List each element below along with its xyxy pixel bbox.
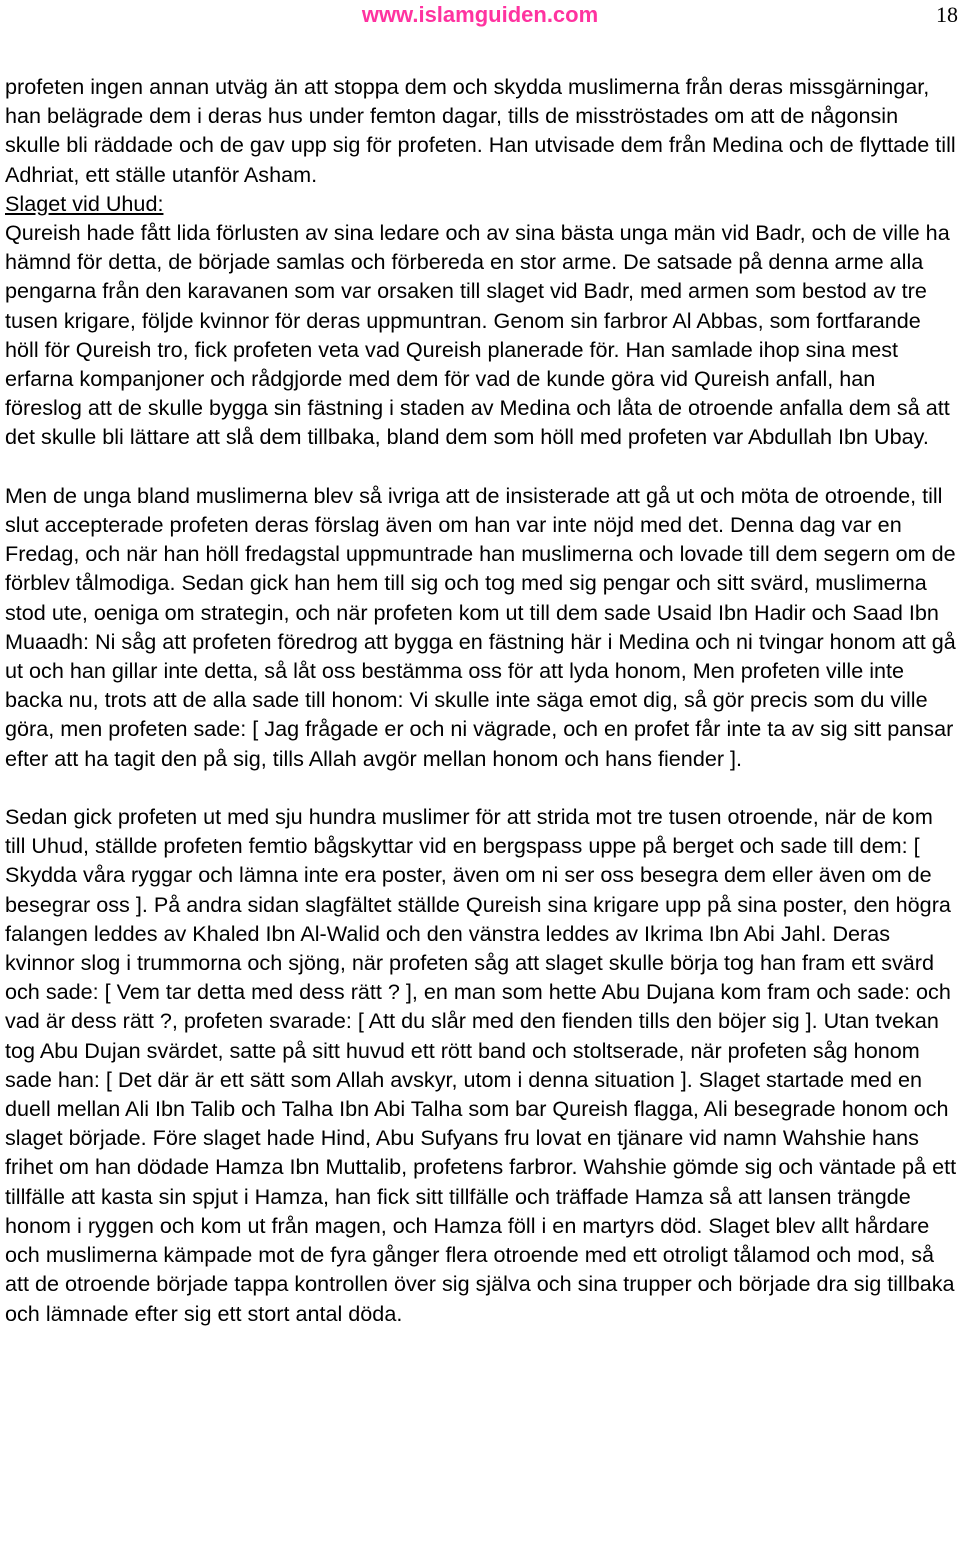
page-number: 18 <box>936 2 958 27</box>
paragraph-2: Qureish hade fått lida förlusten av sina ledare och av sina bästa unga män vid Badr, och de ville ha hämnd för detta, de började samlas och förbereda en stor arme. De satsade på denna arme alla pengarna från den karavanen som var orsaken till slaget vid Badr, med armen som bestod av tre tusen krigare, följde kvinnor för deras uppmuntran. Genom sin farbror Al Abbas, som fortfarande höll för Qureish tro, fick profeten veta vad Qureish planerade för. Han samlade ihop sina mest erfarna kompanjoner och rådgjorde med dem för vad de kunde göra vid Qureish anfall, han föreslog att de skulle bygga sin fästning i staden av Medina och låta de otroende anfalla dem så att det skulle bli lättare att slå dem tillbaka, bland dem som höll med profeten var Abdullah Ibn Ubay. <box>5 220 950 450</box>
document-body <box>5 72 957 1328</box>
paragraph-3: Men de unga bland muslimerna blev så ivriga att de insisterade att gå ut och möta de otroende, till slut accepterade profeten deras förslag även om han var inte nöjd med det. Denna dag var en Fredag, och när han höll fredagstal uppmuntrade han muslimerna och lovade till dem segern om de förblev tålmodiga. Sedan gick han hem till sig och tog med sig pengar och sitt svärd, muslimerna stod ute, oeniga om strategin, och när profeten kom ut till dem sade Usaid Ibn Hadir och Saad Ibn Muaadh: Ni såg att profeten föredrog att bygga en fästning här i Medina och ni tvingar honom att gå ut och han gillar inte detta, så låt oss bestämma oss för att lyda honom, Men profeten ville inte backa nu, trots att de alla sade till honom: Vi skulle inte säga emot dig, så gör precis som du ville göra, men profeten sade: [ Jag frågade er och ni vägrade, och en profet får inte ta av sig sitt pansar efter att ha tagit den på sig, tills Allah avgör mellan honom och hans fiender ]. <box>5 482 956 771</box>
section-heading: Slaget vid Uhud: <box>5 190 164 216</box>
paragraph-1: profeten ingen annan utväg än att stoppa dem och skydda muslimerna från deras missgärningar, han belägrade dem i deras hus under femton dagar, tills de misströstades om att de någonsin skulle bli räddade och de gav upp sig för profeten. Han utvisade dem från Medina och de flyttade till Adhriat, ett ställe utanför Asham. <box>5 74 956 187</box>
header-url[interactable]: www.islamguiden.com <box>361 2 599 27</box>
paragraph-4: Sedan gick profeten ut med sju hundra muslimer för att strida mot tre tusen otroende, när de kom till Uhud, ställde profeten femtio bågskyttar vid en bergspass uppe på berget och sade till dem: [ Skydda våra ryggar och lämna inte era poster, även om ni ser oss besegra dem eller även om de besegrar oss ]. På andra sidan slagfältet ställde Qureish sina krigare upp på sina poster, den högra falangen leddes av Khaled Ibn Al-Walid och den vänstra leddes av Ikrima Ibn Abi Jahl. Deras kvinnor slog i trummorna och sjöng, när profeten såg att slaget skulle börja tog han fram ett svärd och sade: [ Vem tar detta med dess rätt ? ], en man som hette Abu Dujana kom fram och sade: och vad är dess rätt ?, profeten svarade: [ Att du slår med den fienden tills den böjer sig ]. Utan tvekan tog Abu Dujan svärdet, satte på sitt huvud ett rött band och stoltserade, när profeten såg honom sade han: [ Det där är ett sätt som Allah avskyr, utom i denna situation ]. Slaget startade med en duell mellan Ali Ibn Talib och Talha Ibn Abi Talha som bar Qureish flagga, Ali besegrade honom och slaget började. Före slaget hade Hind, Abu Sufyans fru lovat en tjänare vid namn Wahshie hans frihet om han dödade Hamza Ibn Muttalib, profetens farbror. Wahshie gömde sig och väntade på ett tillfälle att kasta sin spjut i Hamza, han fick sitt tillfälle och träffade Hamza så att lansen trängde honom i ryggen och kom ut från magen, och Hamza föll i en martyrs död. Slaget blev allt hårdare och muslimerna kämpade mot de fyra gånger flera otroende med ett otroligt tålamod och mod, så att de otroende började tappa kontrollen över sig själva och sina trupper och började dra sig tillbaka och lämnade efter sig ett stort antal döda. <box>5 804 957 1326</box>
